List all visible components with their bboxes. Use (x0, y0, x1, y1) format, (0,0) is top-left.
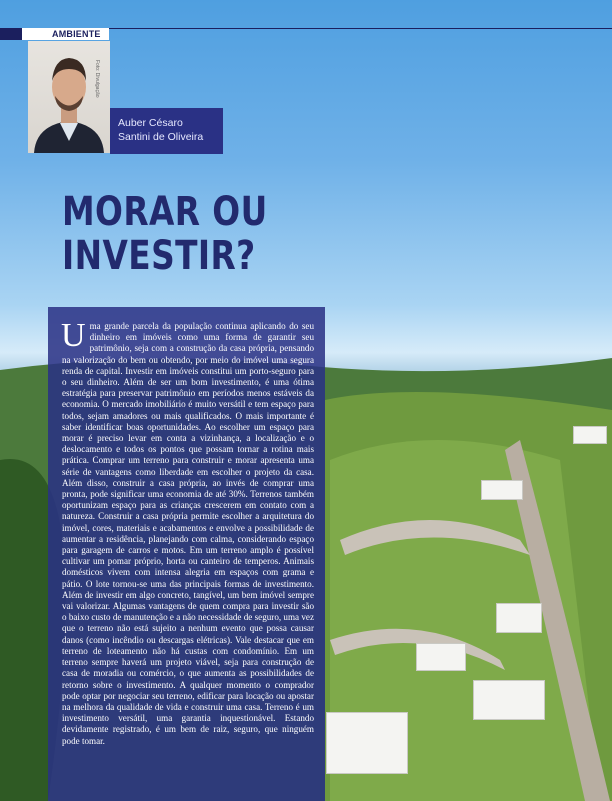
article-title-line1: MORAR OU (62, 189, 268, 235)
author-name-box (110, 108, 223, 154)
author-name-line1: Auber Césaro (118, 117, 183, 129)
article-title (62, 190, 275, 278)
house-illustration (481, 480, 523, 500)
house-illustration (326, 712, 408, 774)
section-label: AMBIENTE (0, 28, 109, 40)
house-illustration (416, 643, 466, 671)
article-dropcap: U (61, 317, 86, 354)
photo-credit: Foto: Divulgação (94, 60, 100, 98)
house-illustration (496, 603, 542, 633)
house-illustration (573, 426, 607, 444)
author-name-line2: Santini de Oliveira (118, 131, 204, 143)
article-title-line2: INVESTIR? (62, 233, 256, 279)
house-illustration (473, 680, 545, 720)
article-body-text: ma grande parcela da população continua aplicando do seu dinheiro em imóveis como uma forma de garantir seu patrimônio, seja com a construção da casa própria, pensando na valorização do bem ou obtendo, por meio do imóvel uma segura renda de capital. Investir em imóveis constitui um porto-seguro para o seu dinheiro. Além de ser um bom investimento, é uma ótima estratégia para preservar patrimônio em períodos menos estáveis da economia. O mercado imobiliário é muito versátil e tem espaço para todos, sejam amadores ou mais qualificados. O mais importante é saber identificar boas oportunidades. Ao escolher um espaço para morar é preciso levar em conta a vizinhança, a localização e o deslocamento e todos os pontos que possam tornar a rotina mais prática. Comprar um terreno para construir e morar apresenta uma série de vantagens como liberdade em escolher o projeto da casa. Além disso, construir a casa própria, ao invés de comprar uma pronta, pode significar uma economia de até 30%. Terrenos também oportunizam espaço para as crianças crescerem em contato com a natureza. Construir a casa própria permite escolher a arquitetura do imóvel, cores, materiais e acabamentos e envolve a possibilidade de aumentar a residência, planejando com calma, considerando espaço para garagem de carros e motos. Em um terreno amplo é possível cultivar um pomar próprio, horta ou canteiro de temperos. Animais domésticos vivem com intensa alegria em espaços com grama e pátio. O lote tornou-se uma das principais formas de investimento. Além de investir em algo concreto, tangível, um bem imóvel sempre vai valorizar. Algumas vantagens de quem compra para investir são o baixo custo de manutenção e a não necessidade de seguro, uma vez que o terreno não está sujeito a nenhum evento que possa causar danos (como incêndio ou descargas elétricas). Vale destacar que em terreno de loteamento não há custas com condomínio. Em um terreno sempre haverá um projeto viável, seja para construção de casa de moradia ou comércio, o que aumenta as possibilidades de retorno sobre o investimento. A qualquer momento o comprador pode optar por negociar seu terreno, edificar para locação ou apostar na melhora da qualidade de vida e construir uma casa. Terreno é um investimento versátil, uma garantia inquestionável. Estando devidamente registrado, é um bem de raiz, seguro, que ninguém pode tomar. (62, 321, 314, 746)
article-body (61, 317, 314, 747)
